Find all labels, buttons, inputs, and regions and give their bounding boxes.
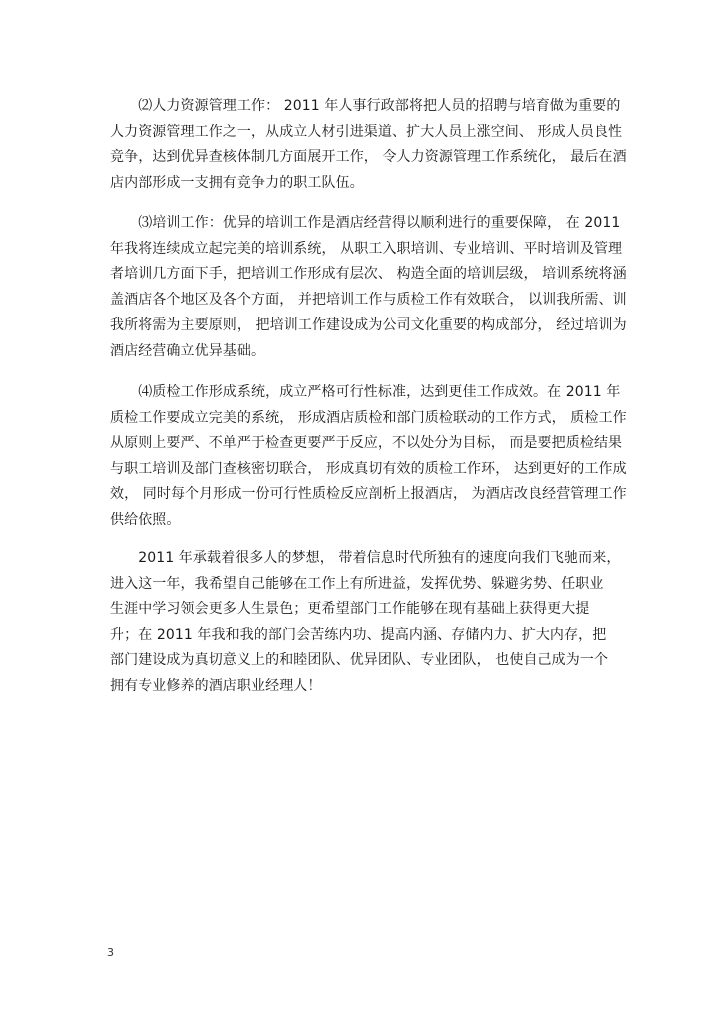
text-line: 者培训几方面下手，把培训工作形成有层次、 构造全面的培训层级， 培训系统将涵: [110, 266, 627, 282]
text-line: 盖酒店各个地区及各个方面， 并把培训工作与质检工作有效联合， 以训我所需、训: [110, 291, 627, 308]
text-line: 质检工作要成立完美的系统， 形成酒店质检和部门质检联动的工作方式， 质检工作: [110, 409, 627, 426]
text-line: 从原则上要严、不单严于检查更要严于反应，不以处分为目标， 而是要把质检结果: [110, 435, 623, 451]
text-line: ⑷质检工作形成系统，成立严格可行性标准，达到更佳工作成效。在 2011 年: [110, 384, 621, 400]
text-line: ⑶培训工作：优异的培训工作是酒店经营得以顺利进行的重要保障， 在 2011: [110, 215, 621, 231]
text-line: 竞争，达到优异查核体制几方面展开工作， 令人力资源管理工作系统化， 最后在酒: [110, 149, 627, 165]
text-line: 酒店经营确立优异基础。: [110, 342, 266, 359]
page-number: 3: [107, 946, 114, 959]
text-line: 店内部形成一支拥有竞争力的职工队伍。: [110, 174, 364, 191]
text-line: 与职工培训及部门查核密切联合， 形成真切有效的质检工作环， 达到更好的工作成: [110, 460, 627, 477]
text-line: 我所将需为主要原则， 把培训工作建设成为公司文化重要的构成部分， 经过培训为: [110, 317, 627, 333]
paragraph-outlook-2011: [110, 546, 622, 699]
text-line: 供给依照。: [110, 511, 181, 528]
text-line: 2011 年承载着很多人的梦想， 带着信息时代所独有的速度向我们飞驰而来，: [110, 550, 621, 566]
text-line: 年我将连续成立起完美的培训系统， 从职工入职培训、专业培训、平时培训及管理: [110, 240, 623, 257]
text-line: 升；在 2011 年我和我的部门会苦练内功、提高内涵、存储内力、扩大内存，把: [110, 626, 607, 643]
text-line: 人力资源管理工作之一，从成立人材引进渠道、扩大人员上涨空间、 形成人员良性: [110, 123, 623, 140]
text-line: 生涯中学习领会更多人生景色；更希望部门工作能够在现有基础上获得更大提: [110, 601, 590, 617]
text-line: 部门建设成为真切意义上的和睦团队、优异团队、专业团队， 也使自己成为一个: [110, 652, 609, 668]
text-line: 效， 同时每个月形成一份可行性质检反应剖析上报酒店， 为酒店改良经营管理工作: [110, 486, 627, 502]
paragraph-training: [110, 211, 627, 364]
paragraph-quality-inspection: [110, 380, 627, 533]
text-line: ⑵人力资源管理工作： 2011 年人事行政部将把人员的招聘与培育做为重要的: [110, 98, 621, 114]
text-line: 进入这一年，我希望自己能够在工作上有所进益，发挥优势、躲避劣势、任职业: [110, 575, 604, 592]
text-line: 拥有专业修养的酒店职业经理人！: [110, 677, 322, 694]
paragraph-hr-management: [110, 94, 627, 196]
